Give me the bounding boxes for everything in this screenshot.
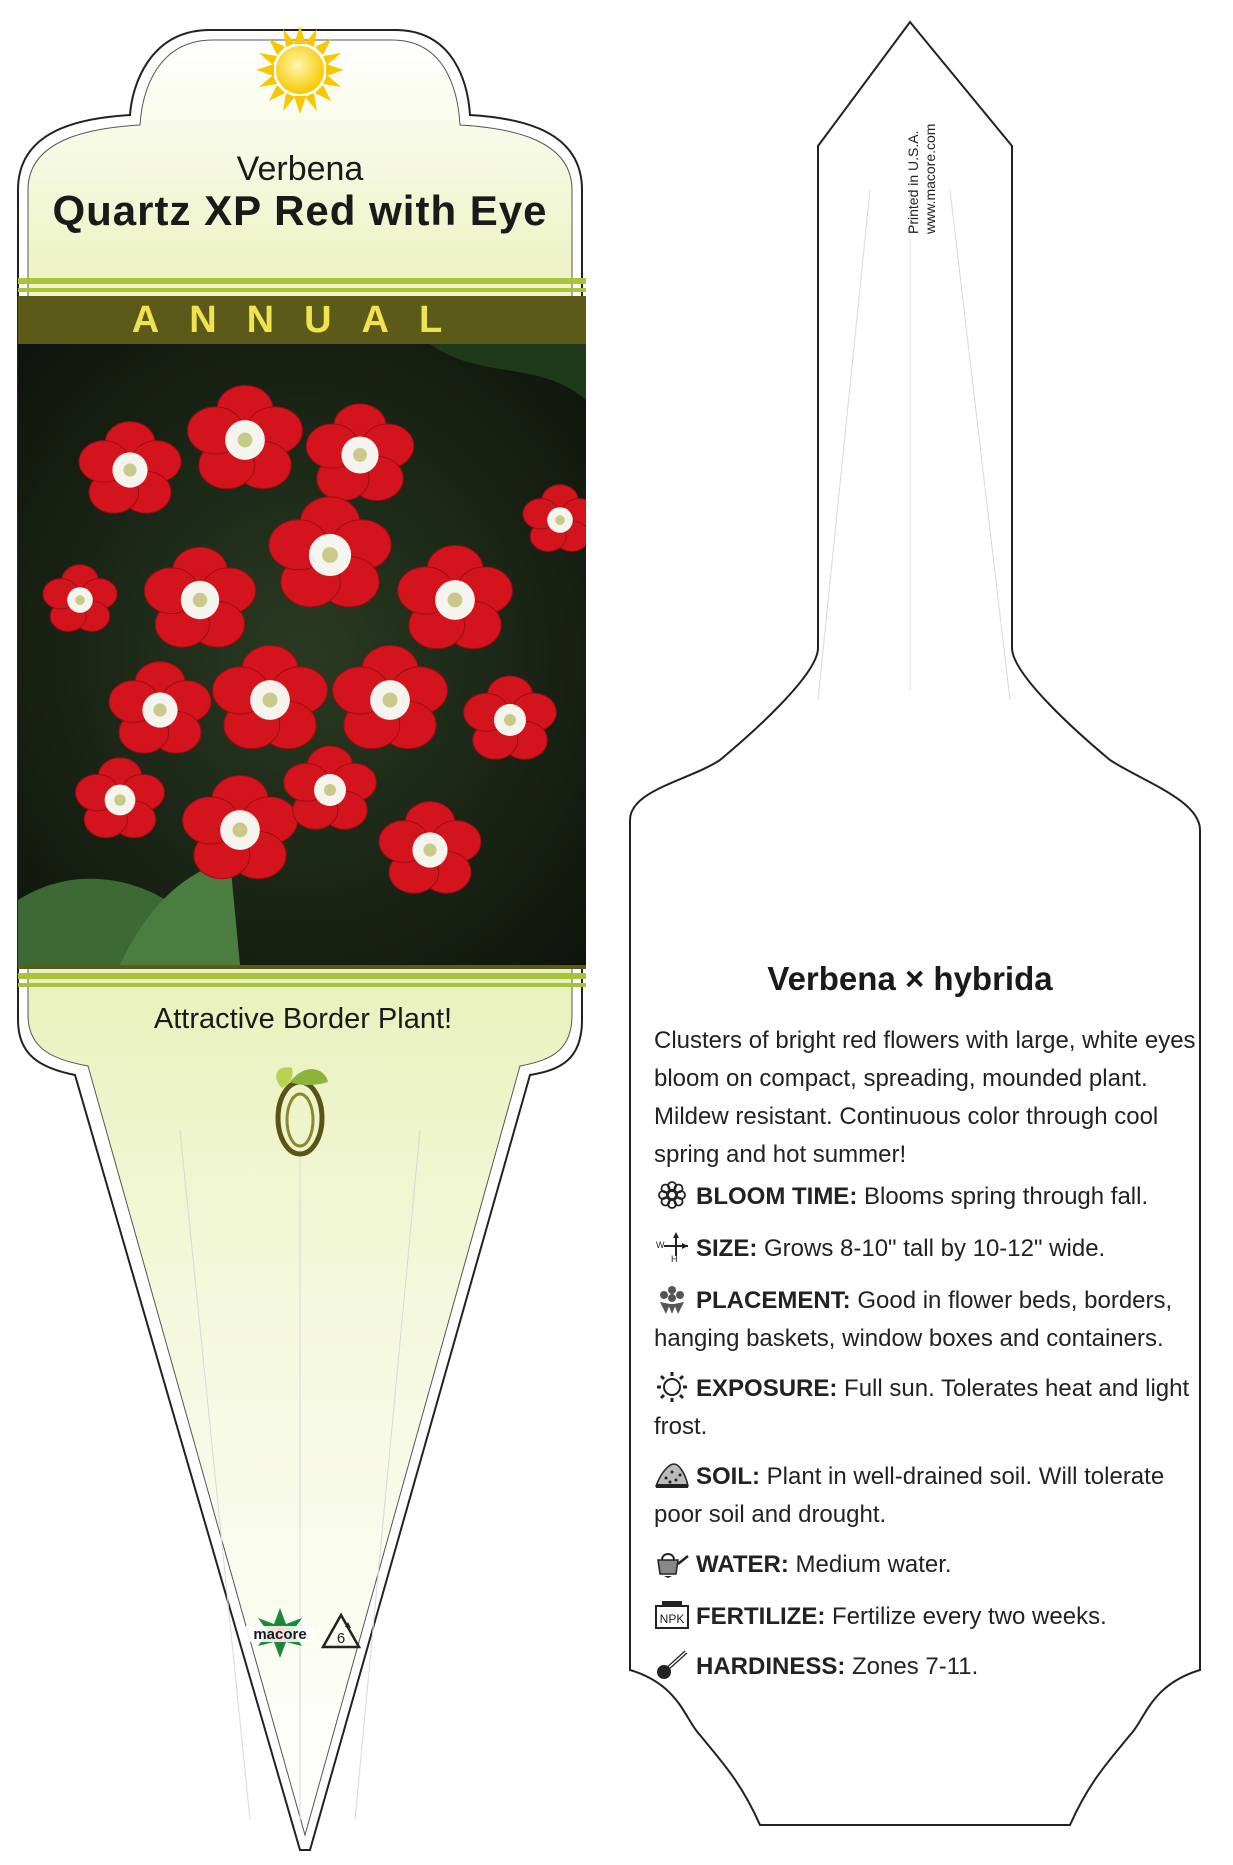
macore-logo-text: macore (253, 1626, 307, 1643)
tagline: Attractive Border Plant! (153, 1003, 453, 1035)
soil-icon (654, 1460, 690, 1490)
care-water: WATER: Medium water. (654, 1546, 1214, 1584)
size-icon (654, 1232, 690, 1262)
printed-in-usa (905, 94, 939, 234)
care-hardiness: HARDINESS: Zones 7-11. (654, 1648, 1214, 1686)
care-bloom-time: BLOOM TIME: Blooms spring through fall. (654, 1178, 1214, 1216)
recycle-icon (320, 1612, 362, 1657)
svg-text:NPK: NPK (659, 1612, 685, 1626)
care-exposure: EXPOSURE: Full sun. Tolerates heat and light frost. (654, 1370, 1214, 1446)
care-soil: SOIL: Plant in well-drained soil. Will tolerate poor soil and drought. (654, 1458, 1214, 1534)
care-size: W H SIZE: Grows 8-10" tall by 10-12" wide. (654, 1230, 1214, 1268)
plant-description: Clusters of bright red flowers with large, white eyes bloom on compact, spreading, mounded plant. Mildew resistant. Continuous color through cool spring and hot summer! (654, 1027, 1196, 1168)
npk-icon (654, 1600, 690, 1630)
category-label: ANNUAL (131, 299, 473, 341)
plant-genus: Verbena (236, 150, 364, 188)
printed-line-1: Printed in U.S.A. (905, 130, 921, 234)
flower-icon (654, 1180, 690, 1210)
verbena-photo (18, 344, 597, 965)
botanical-name: Verbena × hybrida (767, 960, 1053, 997)
thermometer-icon (654, 1650, 690, 1680)
care-placement: PLACEMENT: Good in flower beds, borders, hanging baskets, window boxes and containers. (654, 1282, 1214, 1358)
sun-icon (256, 26, 344, 114)
svg-text:H: H (671, 1254, 678, 1262)
printed-line-2: www.macore.com (922, 123, 938, 234)
placement-icon (654, 1284, 690, 1314)
recycle-code: 6 (336, 1630, 346, 1647)
watering-can-icon (654, 1548, 690, 1578)
macore-logo (244, 1606, 316, 1667)
plant-variety-name: Quartz XP Red with Eye (52, 187, 548, 234)
svg-text:W: W (656, 1240, 665, 1250)
sun-outline-icon (654, 1372, 690, 1402)
care-fertilize: NPK FERTILIZE: Fertilize every two weeks. (654, 1598, 1214, 1636)
